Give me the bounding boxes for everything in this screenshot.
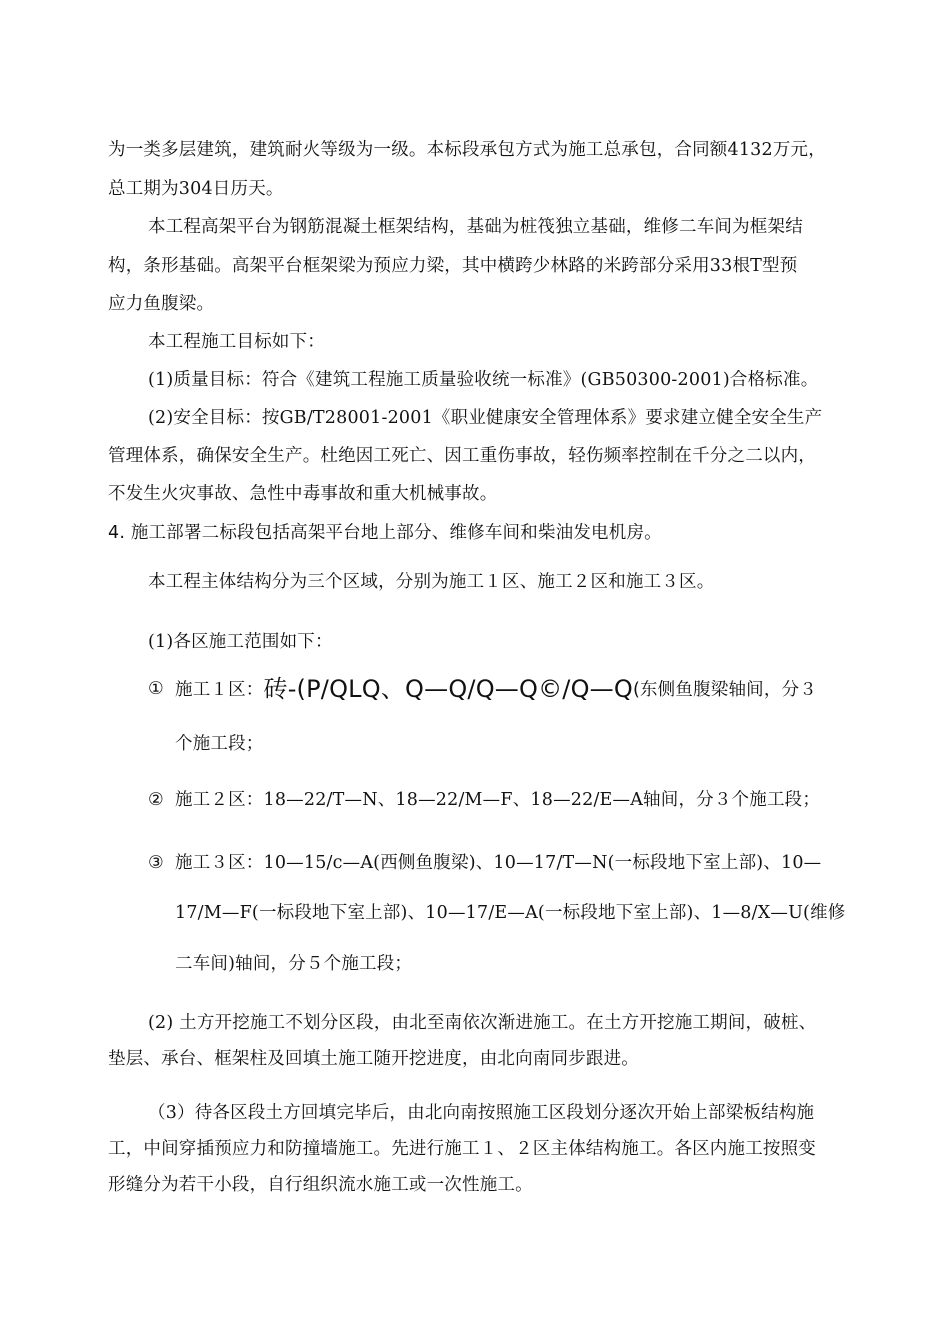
paragraph-line: (2)安全目标：按GB/T28001-2001《职业健康安全管理体系》要求建立健全安全生产: [148, 408, 823, 428]
paragraph-line: 垫层、承台、框架柱及回填土施工随开挖进度，由北向南同步跟进。: [108, 1049, 639, 1069]
paragraph-line: 工，中间穿插预应力和防撞墙施工。先进行施工１、２区主体结构施工。各区内施工按照变: [108, 1139, 816, 1159]
zone-1-line: [175, 675, 817, 703]
paragraph-line: 本工程主体结构分为三个区域，分别为施工１区、施工２区和施工３区。: [148, 572, 715, 592]
paragraph-line: 应力鱼腹梁。: [108, 294, 215, 314]
paragraph-line: 本工程施工目标如下：: [148, 332, 325, 352]
paragraph-line: 为一类多层建筑，建筑耐火等级为一级。本标段承包方式为施工总承包，合同额4132万元，: [108, 140, 826, 160]
paragraph-line: （3）待各区段土方回填完毕后，由北向南按照施工区段划分逐次开始上部梁板结构施: [148, 1103, 815, 1123]
zone-3-line: 施工３区：10—15/c—A(西侧鱼腹梁)、10—17/T—N(一标段地下室上部)、10—: [175, 853, 822, 873]
paragraph-line: (1)质量目标：符合《建筑工程施工质量验收统一标准》(GB50300-2001)合格标准。: [148, 370, 819, 390]
zone-1-axes: 砖-(P/QLQ、Q—Q/Q—Q©/Q—Q: [263, 675, 633, 703]
paragraph-line: (2) 土方开挖施工不划分区段，由北至南依次渐进施工。在土方开挖施工期间，破桩、: [148, 1013, 817, 1033]
paragraph-line: 构，条形基础。高架平台框架梁为预应力梁，其中横跨少林路的米跨部分采用33根T型预: [108, 256, 798, 276]
paragraph-line: 形缝分为若干小段，自行组织流水施工或一次性施工。: [108, 1175, 533, 1195]
zone-3-line-3: 二车间)轴间，分５个施工段；: [175, 954, 413, 974]
zone-2-line: 施工２区：18—22/T—N、18—22/M—F、18—22/E—A轴间，分３个施工段；: [175, 790, 821, 810]
paragraph-line: 本工程高架平台为钢筋混凝土框架结构，基础为桩筏独立基础，维修二车间为框架结: [148, 217, 803, 237]
paragraph-line: 总工期为304日历天。: [108, 179, 284, 199]
list-marker: ①: [148, 679, 164, 699]
zone-1-label: 施工１区：: [175, 680, 264, 700]
paragraph-line: 不发生火灾事故、急性中毒事故和重大机械事故。: [108, 484, 498, 504]
zone-1-line-2: 个施工段；: [175, 734, 264, 754]
paragraph-line: 管理体系，确保安全生产。杜绝因工死亡、因工重伤事故，轻伤频率控制在千分之二以内，: [108, 446, 816, 466]
paragraph-line: (1)各区施工范围如下：: [148, 632, 333, 652]
list-marker: ②: [148, 790, 164, 810]
zone-3-line-2: 17/M—F(一标段地下室上部)、10—17/E—A(一标段地下室上部)、1—8/X—U(维修: [175, 903, 846, 923]
section-heading: 4. 施工部署二标段包括高架平台地上部分、维修车间和柴油发电机房。: [108, 523, 662, 543]
list-marker: ③: [148, 853, 164, 873]
zone-1-tail: (东侧鱼腹梁轴间，分３: [632, 680, 817, 700]
